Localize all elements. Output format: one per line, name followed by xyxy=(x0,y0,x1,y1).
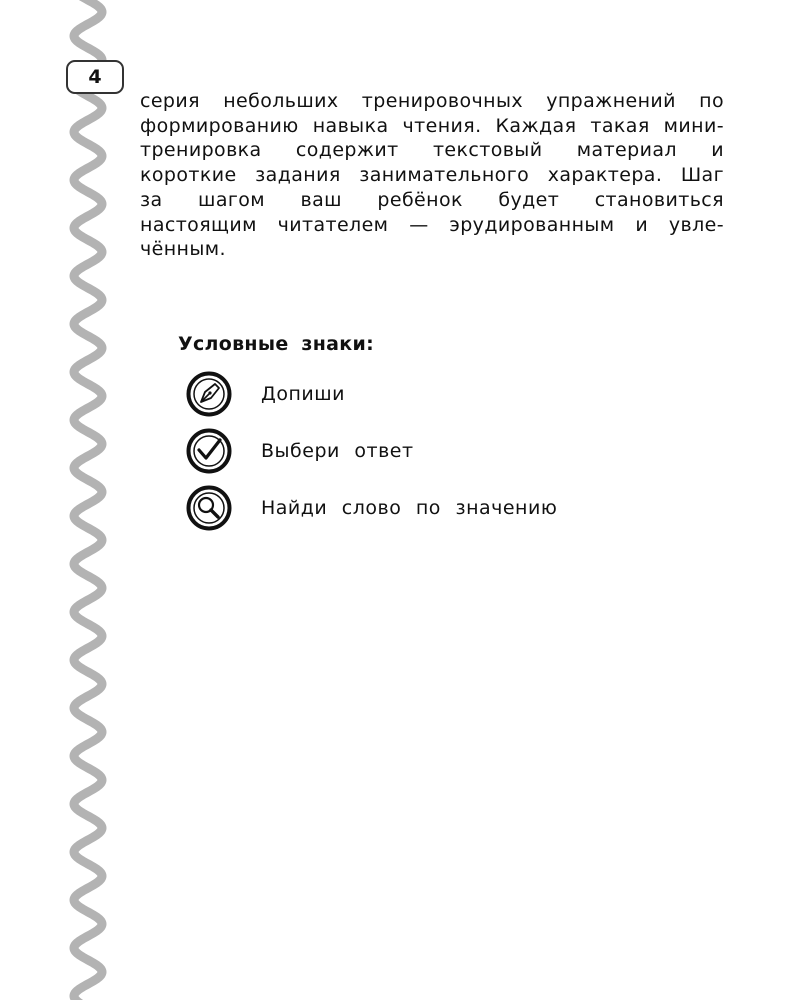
legend-list xyxy=(186,371,557,542)
legend-label-write: Допиши xyxy=(261,383,345,405)
legend-item-write xyxy=(186,371,557,417)
legend-item-find xyxy=(186,485,557,531)
legend-label-choose: Выбери ответ xyxy=(261,440,414,462)
checkmark-icon xyxy=(186,428,232,474)
legend-item-choose xyxy=(186,428,557,474)
page-number: 4 xyxy=(88,66,102,88)
decorative-wave-border xyxy=(0,0,130,1000)
intro-paragraph: серия небольших тренировочных упражнений по формированию навыка чтения. Каждая такая мини-тренировка содержит текстовый материал и короткие задания занимательного характера. Шаг за шагом ваш ребёнок будет становиться настоящим читателем — эрудированным и увле-чённым. xyxy=(140,90,724,261)
page-number-badge xyxy=(66,60,124,94)
magnifier-icon xyxy=(186,485,232,531)
pen-nib-icon xyxy=(186,371,232,417)
legend-title: Условные знаки: xyxy=(178,333,375,355)
legend-label-find: Найди слово по значению xyxy=(261,497,558,519)
